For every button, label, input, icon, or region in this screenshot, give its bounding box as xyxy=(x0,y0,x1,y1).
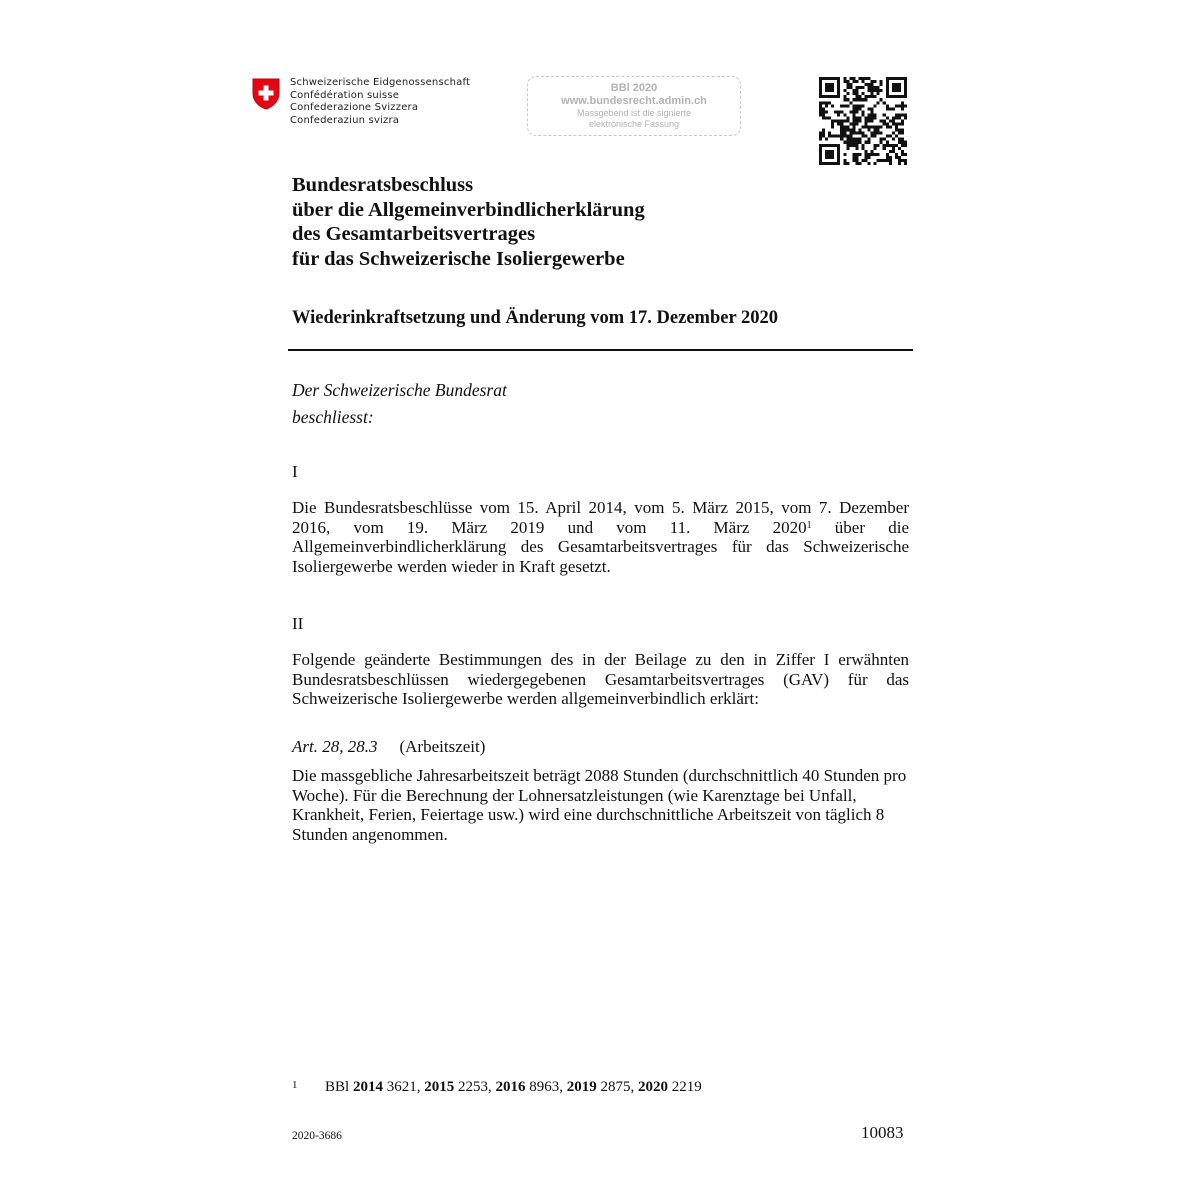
section-1-text-after: über die Allgemeinverbindlicherklärung des Gesamtarbeitsvertrages für das Schweizerische Isoliergewerbe werden wieder in Kraft gesetzt. xyxy=(292,517,909,576)
section-numeral-1: I xyxy=(292,462,298,481)
title-line-4: für das Schweizerische Isoliergewerbe xyxy=(292,247,625,270)
page-number: 10083 xyxy=(861,1123,904,1142)
document-number: 2020-3686 xyxy=(292,1130,342,1142)
title-line-1: Bundesratsbeschluss xyxy=(292,174,474,196)
footnote-number: 1 xyxy=(292,1079,298,1091)
section-1-text-before: Die Bundesratsbeschlüsse vom 15. April 2014, vom 5. März 2015, vom 7. Dezember 2016, vom 19. März 2019 und vom 11. März 2020 xyxy=(292,498,909,537)
document-title xyxy=(292,173,645,271)
footnote-year: 2020 xyxy=(637,1079,668,1095)
preamble-authority: Der Schweizerische Bundesrat xyxy=(292,380,507,400)
title-line-3: des Gesamtarbeitsvertrages xyxy=(292,223,536,245)
title-divider xyxy=(288,349,913,351)
footnote-year: 2014 xyxy=(352,1079,383,1095)
section-1-text xyxy=(292,498,909,576)
confederation-name-rm: Confederaziun svizra xyxy=(290,114,400,126)
confederation-name-fr: Confédération suisse xyxy=(290,89,400,101)
qr-code-icon xyxy=(819,77,907,165)
footnote-reference[interactable]: 1 xyxy=(806,519,812,531)
section-2-text: Folgende geänderte Bestimmungen des in der Beilage zu den in Ziffer I erwähnten Bundesratsbeschlüssen wiedergegebenen Gesamtarbeitsvertrages (GAV) für das Schweizerische Isoliergewerbe werden allgemeinverbindlich erklärt: xyxy=(292,650,909,708)
footnote-page: 3621 xyxy=(386,1079,417,1095)
footnote-year: 2015 xyxy=(424,1079,455,1095)
stamp-bbl: BBl 2020 xyxy=(610,82,658,94)
footnote-year: 2019 xyxy=(566,1079,597,1095)
preamble-decision: beschliesst: xyxy=(292,407,374,427)
stamp-note-2: elektronische Fassung xyxy=(588,119,680,129)
footnote xyxy=(292,1079,702,1097)
article-text: Die massgebliche Jahresarbeitszeit beträgt 2088 Stunden (durchschnittlich 40 Stunden pro Woche). Für die Berechnung der Lohnersatzleistungen (wie Karenztage bei Unfall, Krankheit, Ferien, Feiertage usw.) wird eine durchschnittliche Arbeitszeit von täglich 8 Stunden angenommen. xyxy=(292,766,907,844)
footnote-year: 2016 xyxy=(495,1079,526,1095)
article-title: (Arbeitszeit) xyxy=(399,737,486,756)
stamp-url: www.bundesrecht.admin.ch xyxy=(561,95,707,107)
document-subtitle: Wiederinkraftsetzung und Änderung vom 17. Dezember 2020 xyxy=(292,308,778,328)
section-numeral-2: II xyxy=(292,614,304,633)
footnote-prefix: BBl xyxy=(325,1079,353,1095)
article-heading xyxy=(292,737,485,757)
footnote-page: 2253 xyxy=(457,1079,488,1095)
confederation-names xyxy=(290,77,470,127)
footnote-text: BBl 2014 3621, 2015 2253, 2016 8963, 2019 2875, 2020 2219 xyxy=(325,1079,702,1095)
confederation-name-de: Schweizerische Eidgenossenschaft xyxy=(290,77,471,88)
footnote-page: 2875 xyxy=(600,1079,631,1095)
publication-stamp xyxy=(527,76,741,136)
article-reference: Art. 28, 28.3 xyxy=(292,737,378,756)
swiss-crest-icon xyxy=(252,78,280,110)
confederation-name-it: Confederazione Svizzera xyxy=(290,102,419,114)
title-line-2: über die Allgemeinverbindlicherklärung xyxy=(292,198,645,221)
stamp-note-1: Massgebend ist die signierte xyxy=(576,108,692,118)
footnote-page: 2219 xyxy=(671,1079,702,1095)
footnote-page: 8963 xyxy=(529,1079,560,1095)
